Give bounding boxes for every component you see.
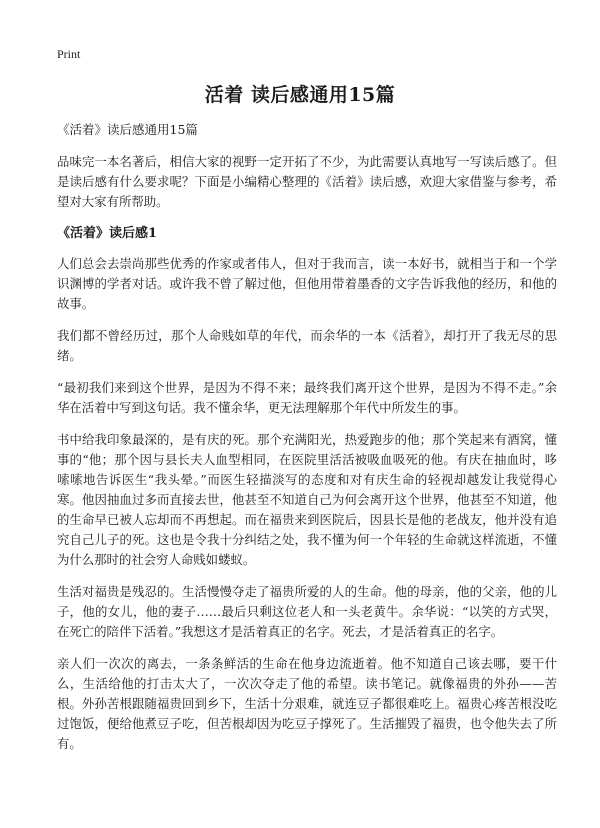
intro-paragraph: 品味完一本名著后，相信大家的视野一定开拓了不少，为此需要认真地写一写读后感了。但是读后感有什么要求呢？下面是小编精心整理的《活着》读后感，欢迎大家借鉴与参考，希望对大家有所帮助。 [57, 154, 557, 209]
article-subtitle: 《活着》读后感通用15篇 [57, 122, 198, 137]
page-title: 活着 读后感通用15篇 [204, 84, 396, 106]
article-body [57, 120, 557, 766]
paragraph-6: 亲人们一次次的离去，一条条鲜活的生命在他身边流逝着。他不知道自己该去哪，要干什么，生活给他的打击太大了，一次次夺走了他的希望。读书笔记。就像福贵的外孙——苦根。外孙苦根跟随福贵回到乡下，生活十分艰难，就连豆子都很难吃上。福贵心疼苦根没吃过饱饭，便给他煮豆子吃，但苦根却因为吃豆子撑死了。生活摧毁了福贵，也令他失去了所有。 [57, 656, 557, 751]
paragraph-2: 我们都不曾经历过，那个人命贱如草的年代，而余华的一本《活着》，却打开了我无尽的思绪。 [57, 328, 557, 363]
paragraph-4: 书中给我印象最深的，是有庆的死。那个充满阳光，热爱跑步的他；那个笑起来有酒窝，懂事的“他；那个因与县长夫人血型相同，在医院里活活被吸血吸死的他。有庆在抽血时，哆嗦嗦地告诉医生“我头晕。”而医生轻描淡写的态度和对有庆生命的轻视却越发让我觉得心寒。他因抽血过多而直接去世，他甚至不知道自己为何会离开这个世界，他甚至不知道，他的生命早已被人忘却而不再想起。而在福贵来到医院后，因县长是他的老战友，他并没有追究自己儿子的死。这也是令我十分纠结之处，我不懂为何一个年轻的生命就这样流逝，不懂为什么那时的社会穷人命贱如蝼蚁。 [57, 432, 557, 567]
paragraph-5: 生活对福贵是残忍的。生活慢慢夺走了福贵所爱的人的生命。他的母亲，他的父亲，他的儿子，他的女儿，他的妻子……最后只剩这位老人和一头老黄牛。余华说：“以笑的方式哭，在死亡的陪伴下活着。”我想这才是活着真正的名字。死去，才是活着真正的名字。 [57, 584, 557, 639]
paragraph-1: 人们总会去崇尚那些优秀的作家或者伟人，但对于我而言，读一本好书，就相当于和一个学识渊博的学者对话。或许我不曾了解过他，但他用带着墨香的文字告诉我他的经历，和他的故事。 [57, 256, 557, 311]
section-heading: 《活着》读后感1 [57, 226, 158, 241]
print-link[interactable]: Print [57, 47, 81, 61]
paragraph-3: “最初我们来到这个世界，是因为不得不来；最终我们离开这个世界，是因为不得不走。”余华在活着中写到这句话。我不懂余华，更无法理解那个年代中所发生的事。 [57, 380, 557, 415]
